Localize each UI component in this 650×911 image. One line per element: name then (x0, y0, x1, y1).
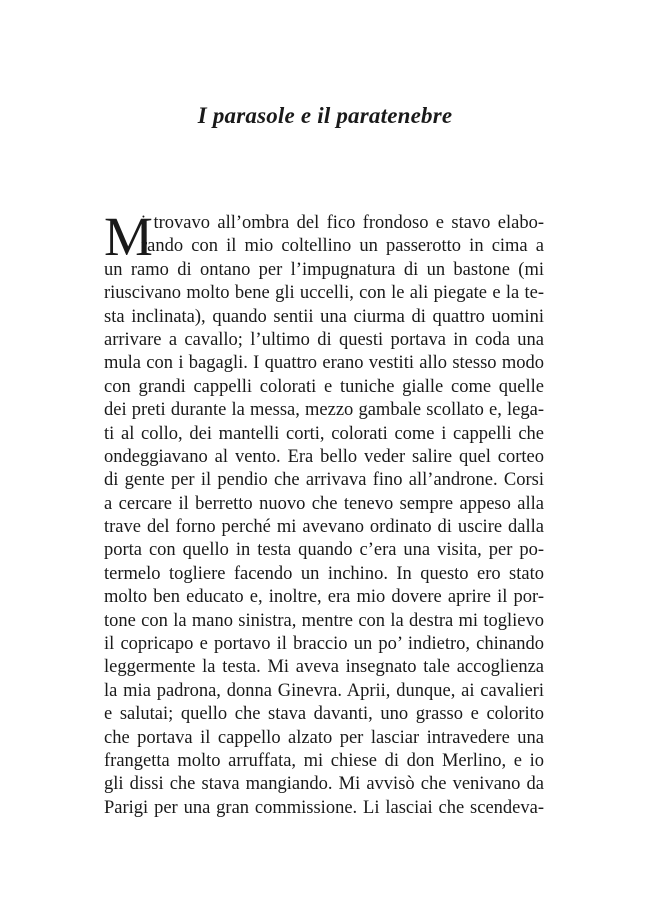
text-line: che portava il cappello alzato per lasciar intravedere una (104, 727, 544, 748)
text-line: la mia padrona, donna Ginevra. Aprii, dunque, ai cavalieri (104, 680, 544, 701)
text-line: con grandi cappelli colorati e tuniche gialle come quelle (104, 376, 544, 397)
text-line: termelo togliere facendo un inchino. In questo ero stato (104, 563, 544, 584)
text-line: frangetta molto arruffata, mi chiese di don Merlino, e io (104, 750, 544, 771)
text-line: leggermente la testa. Mi aveva insegnato tale accoglienza (104, 657, 544, 678)
text-line: a cercare il berretto nuovo che tenevo sempre appeso alla (104, 493, 544, 514)
text-line: mula con i bagagli. I quattro erano vestiti allo stesso modo (104, 353, 544, 374)
text-line: sta inclinata), quando sentii una ciurma di quattro uomini (104, 306, 544, 327)
text-line: il copricapo e portavo il braccio un po’ indietro, chinando (104, 634, 544, 655)
text-line: Parigi per una gran commissione. Li lasciai che scendeva- (104, 797, 544, 818)
text-line: porta con quello in testa quando c’era una visita, per po- (104, 540, 544, 561)
text-line: e salutai; quello che stava davanti, uno grasso e colorito (104, 704, 544, 725)
text-line: gli dissi che stava mangiando. Mi avvisò che venivano da (104, 774, 544, 795)
text-line: dei preti durante la messa, mezzo gambale scollato e, lega- (104, 400, 544, 421)
text-line: trave del forno perché mi avevano ordinato di uscire dalla (104, 517, 544, 538)
body-paragraph (104, 212, 544, 820)
text-line: tone con la mano sinistra, mentre con la destra mi toglievo (104, 610, 544, 631)
text-line: di gente per il pendio che arrivava fino all’androne. Corsi (104, 470, 544, 491)
text-line: riuscivano molto bene gli uccelli, con le ali piegate e la te- (104, 283, 544, 304)
text-line: i trovavo all’ombra del fico frondoso e stavo elabo- (141, 213, 544, 233)
text-line: rando con il mio coltellino un passerotto in cima a (141, 236, 544, 257)
drop-cap-initial: M (104, 206, 153, 267)
text-line: arrivare a cavallo; l’ultimo di questi portava in coda una (104, 329, 544, 350)
text-line: un ramo di ontano per l’impugnatura di un bastone (mi (104, 259, 544, 280)
text-line: molto ben educato e, inoltre, era mio dovere aprire il por- (104, 587, 544, 608)
chapter-title: I parasole e il paratenebre (197, 103, 453, 128)
text-line: ondeggiavano al vento. Era bello veder salire quel corteo (104, 446, 544, 467)
text-line: ti al collo, dei mantelli corti, colorati come i cappelli che (104, 423, 544, 444)
